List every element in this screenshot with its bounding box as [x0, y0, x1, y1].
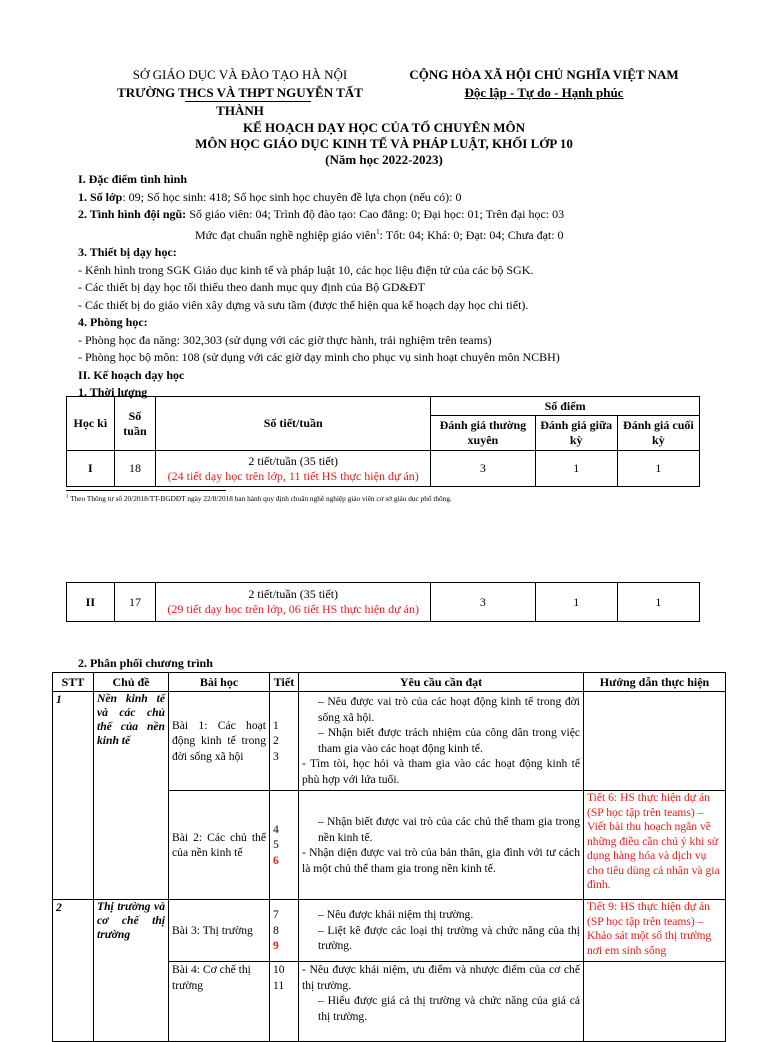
- guide-cell: Tiết 6: HS thực hiện dự án (SP học tập trên teams) – Viết bài thu hoạch ngắn về những điều cần chú ý khi sử dụng hàng hóa và dịch vụ cho tiêu dùng cá nhân và gia đình.: [584, 791, 726, 900]
- th-guide: Hướng dẫn thực hiện: [584, 673, 726, 692]
- regular-cell: 3: [431, 583, 535, 622]
- doc-year: (Năm học 2022-2023): [325, 152, 443, 167]
- table-row: [53, 900, 726, 962]
- period-cell: 10 11: [270, 962, 299, 1042]
- mid-cell: 1: [535, 583, 617, 622]
- stt-cell: 2: [53, 900, 94, 1042]
- th-requirements: Yêu cầu cần đạt: [299, 673, 584, 692]
- period-cell: 7 8 9: [270, 900, 299, 962]
- topic-cell: Nền kinh tế và các chủ thể của nền kinh tế: [94, 692, 169, 900]
- term-cell: I: [67, 451, 115, 487]
- th-end: Đánh giá cuối kỳ: [617, 416, 699, 451]
- guide-cell: [584, 962, 726, 1042]
- stt-cell: 1: [53, 692, 94, 900]
- school-name: TRƯỜNG THCS VÀ THPT NGUYỄN TẤT THÀNH: [117, 85, 363, 118]
- duration-table-cont: [66, 582, 700, 622]
- class-count-line: 1. Số lớp: 09; Số học sinh: 418; Số học sinh học chuyên đề lựa chọn (nếu có): 0: [78, 189, 462, 204]
- periods-cell: 2 tiết/tuần (35 tiết) (24 tiết dạy học trên lớp, 11 tiết HS thực hiện dự án): [156, 451, 431, 487]
- th-stt: STT: [53, 673, 94, 692]
- nation-title: CỘNG HÒA XÃ HỘI CHỦ NGHĨA VIỆT NAM: [409, 67, 679, 82]
- school-underline: [185, 101, 311, 102]
- mid-cell: 1: [535, 451, 617, 487]
- lesson-cell: Bài 3: Thị trường: [169, 900, 270, 962]
- end-cell: 1: [617, 583, 699, 622]
- equipment-line-2: - Các thiết bị dạy học tối thiểu theo danh mục quy định của Bộ GD&ĐT: [78, 280, 425, 294]
- equipment-line-3: - Các thiết bị do giáo viên xây dựng và sưu tầm (được thể hiện qua kế hoạch dạy học chi tiết).: [78, 297, 529, 312]
- requirements-cell: – Nêu được vai trò của các hoạt động kinh tế trong đời sống xã hội. – Nhận biết được trách nhiệm của công dân trong việc tham gia vào các hoạt động kinh tế. - Tìm tòi, học hỏi và tham gia vào các hoạt động kinh tế phù hợp với lứa tuổi.: [299, 692, 584, 791]
- department-name: SỞ GIÁO DỤC VÀ ĐÀO TẠO HÀ NỘI: [132, 67, 348, 82]
- th-periods: Số tiết/tuần: [156, 397, 431, 451]
- footnote: $^1$ Theo Thông tư số 20/2018/TT-BGDĐT ngày 22/8/2018 ban hành quy định chuẩn nghề nghiệp giáo viên cơ sở giáo dục phổ thông.: [66, 494, 452, 503]
- nation-motto: Độc lập - Tự do - Hạnh phúc: [464, 85, 624, 100]
- lesson-cell: Bài 4: Cơ chế thị trường: [169, 962, 270, 1042]
- topic-cell: Thị trường và cơ chế thị trường: [94, 900, 169, 1042]
- requirements-cell: – Nêu được khái niệm thị trường. – Liệt kê được các loại thị trường và chức năng của thị trường.: [299, 900, 584, 962]
- requirements-cell: - Nêu được khái niệm, ưu điểm và nhược điểm của cơ chế thị trường. – Hiểu được giá cả thị trường và chức năng của giá cả thị trường.: [299, 962, 584, 1042]
- th-term: Học kì: [67, 397, 115, 451]
- doc-title: KẾ HOẠCH DẠY HỌC CỦA TỔ CHUYÊN MÔN: [242, 120, 526, 135]
- period-cell: 1 2 3: [270, 692, 299, 791]
- table-row: [53, 692, 726, 791]
- th-regular: Đánh giá thường xuyên: [431, 416, 535, 451]
- equipment-line-1: - Kênh hình trong SGK Giáo dục kinh tế và pháp luật 10, các học liệu điện tử của các bộ SGK.: [78, 262, 534, 277]
- section2-heading: II. Kế hoạch dạy học: [78, 367, 185, 382]
- term-row: [67, 583, 700, 622]
- th-period: Tiết: [270, 673, 299, 692]
- room-line-2: - Phòng học bộ môn: 108 (sử dụng với các giờ dạy minh cho phục vụ sinh hoạt chuyên môn NCBH): [78, 350, 560, 364]
- th-weeks: Số tuần: [114, 397, 156, 451]
- footnote-rule: [66, 490, 226, 491]
- regular-cell: 3: [431, 451, 535, 487]
- staff-line: 2. Tình hình đội ngũ: Số giáo viên: 04; Trình độ đào tạo: Cao đẳng: 0; Đại học: 01; Trên đại học: 03: [78, 207, 565, 221]
- rooms-heading: 4. Phòng học:: [78, 315, 148, 329]
- guide-cell: Tiết 9: HS thực hiện dự án (SP học tập trên teams) – Khảo sát một số thị trường nơi em sinh sống: [584, 900, 726, 962]
- duration-heading: 1. Thời lượng: [78, 385, 148, 399]
- lesson-cell: Bài 1: Các hoạt động kinh tế trong đời sống xã hội: [169, 692, 270, 791]
- periods-cell: 2 tiết/tuần (35 tiết) (29 tiết dạy học trên lớp, 06 tiết HS thực hiện dự án): [156, 583, 431, 622]
- section1-heading: I. Đặc điểm tình hình: [78, 172, 188, 186]
- standard-line: Mức đạt chuẩn nghề nghiệp giáo viên$^1$: Tốt: 04; Khá: 0; Đạt: 04; Chưa đạt: 0: [195, 227, 564, 242]
- th-lesson: Bài học: [169, 673, 270, 692]
- th-scores: Số điểm: [431, 397, 700, 416]
- distribution-heading: 2. Phân phối chương trình: [78, 656, 213, 670]
- weeks-cell: 18: [114, 451, 156, 487]
- term-row: [67, 451, 700, 487]
- end-cell: 1: [617, 451, 699, 487]
- equipment-heading: 3. Thiết bị dạy học:: [78, 245, 177, 259]
- doc-subtitle: MÔN HỌC GIÁO DỤC KINH TẾ VÀ PHÁP LUẬT, KHỐI LỚP 10: [195, 136, 573, 151]
- lesson-cell: Bài 2: Các chủ thể của nền kinh tế: [169, 791, 270, 900]
- weeks-cell: 17: [114, 583, 156, 622]
- th-topic: Chủ đề: [94, 673, 169, 692]
- requirements-cell: – Nhận biết được vai trò của các chủ thể tham gia trong nền kinh tế. - Nhận diện được vai trò của bản thân, gia đình với tư cách là một chủ thể tham gia trong nền kinh tế.: [299, 791, 584, 900]
- term-cell: II: [67, 583, 115, 622]
- period-cell: 4 5 6: [270, 791, 299, 900]
- guide-cell: [584, 692, 726, 791]
- duration-table: [66, 396, 700, 487]
- distribution-table: [52, 672, 726, 1042]
- th-mid: Đánh giá giữa kỳ: [535, 416, 617, 451]
- room-line-1: - Phòng học đa năng: 302,303 (sử dụng với các giờ thực hành, trải nghiệm trên teams): [78, 332, 492, 347]
